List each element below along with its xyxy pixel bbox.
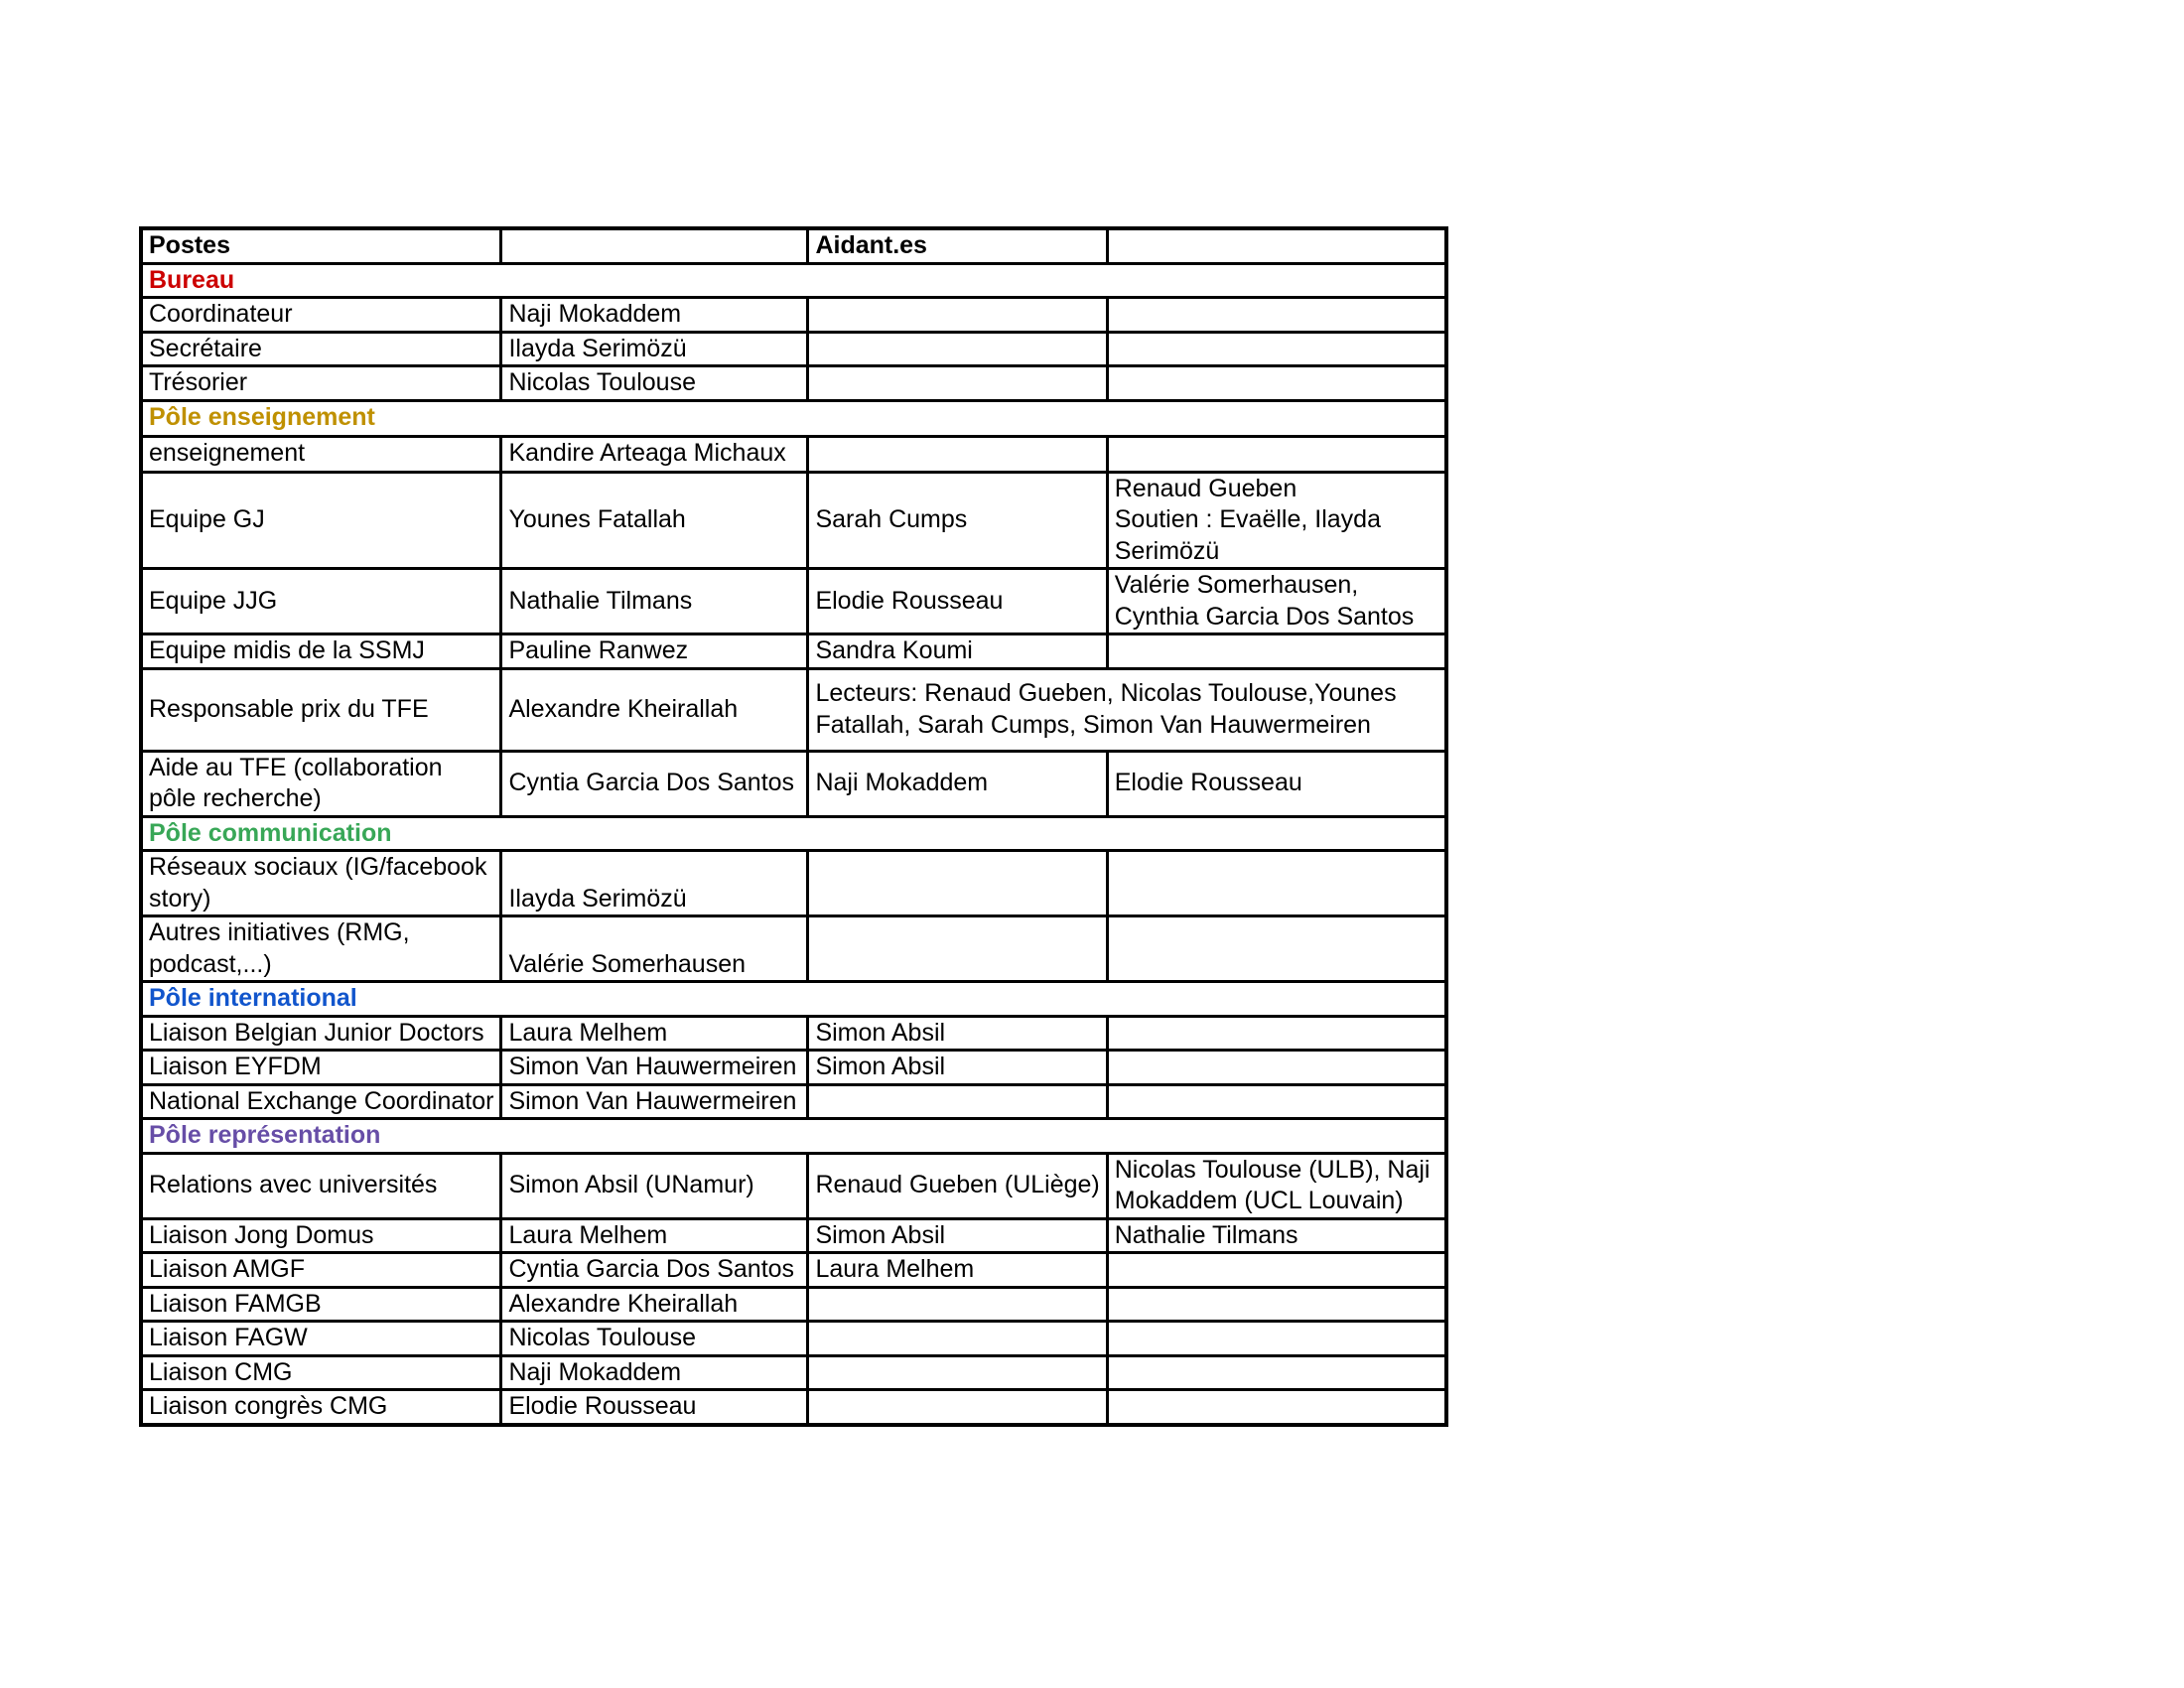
responsable-cell: Valérie Somerhausen — [501, 916, 808, 982]
poste-cell: Réseaux sociaux (IG/facebook story) — [141, 851, 501, 916]
aidant-2-cell — [1107, 1322, 1446, 1356]
aidant-cell — [808, 916, 1107, 982]
poste-cell: Responsable prix du TFE — [141, 668, 501, 751]
poste-cell: Secrétaire — [141, 332, 501, 366]
aidant-cell — [808, 1390, 1107, 1425]
poste-cell: Liaison FAGW — [141, 1322, 501, 1356]
poste-cell: enseignement — [141, 436, 501, 472]
responsable-cell: Kandire Arteaga Michaux — [501, 436, 808, 472]
poste-cell: Relations avec universités — [141, 1153, 501, 1218]
section-title-communication: Pôle communication — [141, 816, 1446, 851]
poste-cell: Liaison EYFDM — [141, 1051, 501, 1085]
poste-cell: Aide au TFE (collaboration pôle recherche) — [141, 751, 501, 816]
table-row — [141, 1016, 1446, 1051]
header-postes: Postes — [141, 228, 501, 263]
header-cell-2 — [501, 228, 808, 263]
aidant-2-cell — [1107, 851, 1446, 916]
aidant-cell — [808, 851, 1107, 916]
aidant-cell: Renaud Gueben (ULiège) — [808, 1153, 1107, 1218]
section-row-international — [141, 982, 1446, 1017]
aidant-2-cell — [1107, 1253, 1446, 1288]
aidant-2-cell — [1107, 366, 1446, 401]
table-row — [141, 366, 1446, 401]
table-row — [141, 1051, 1446, 1085]
responsable-cell: Nathalie Tilmans — [501, 569, 808, 634]
responsable-cell: Simon Absil (UNamur) — [501, 1153, 808, 1218]
aidant-cell — [808, 366, 1107, 401]
poste-cell: Liaison Belgian Junior Doctors — [141, 1016, 501, 1051]
poste-cell: National Exchange Coordinator — [141, 1084, 501, 1119]
responsable-cell: Laura Melhem — [501, 1218, 808, 1253]
table-row — [141, 1322, 1446, 1356]
table-row — [141, 1218, 1446, 1253]
section-row-bureau — [141, 263, 1446, 298]
section-title-international: Pôle international — [141, 982, 1446, 1017]
section-title-bureau: Bureau — [141, 263, 1446, 298]
poste-cell: Liaison Jong Domus — [141, 1218, 501, 1253]
aidant-cell — [808, 1355, 1107, 1390]
aidant-2-cell — [1107, 1355, 1446, 1390]
aidant-cell: Sandra Koumi — [808, 634, 1107, 669]
table-row — [141, 1253, 1446, 1288]
aidant-2-cell — [1107, 1287, 1446, 1322]
table-row — [141, 1355, 1446, 1390]
poste-cell: Trésorier — [141, 366, 501, 401]
aidant-cell — [808, 1084, 1107, 1119]
poste-cell: Equipe midis de la SSMJ — [141, 634, 501, 669]
aidant-2-cell: Nathalie Tilmans — [1107, 1218, 1446, 1253]
section-row-enseignement — [141, 400, 1446, 436]
aidant-cell: Simon Absil — [808, 1051, 1107, 1085]
responsable-cell: Naji Mokaddem — [501, 298, 808, 333]
responsable-cell: Ilayda Serimözü — [501, 851, 808, 916]
aidant-cell: Simon Absil — [808, 1016, 1107, 1051]
table-row — [141, 1153, 1446, 1218]
responsable-cell: Laura Melhem — [501, 1016, 808, 1051]
aidant-2-cell — [1107, 1390, 1446, 1425]
poste-cell: Liaison congrès CMG — [141, 1390, 501, 1425]
section-title-representation: Pôle représentation — [141, 1119, 1446, 1154]
aidant-cell: Lecteurs: Renaud Gueben, Nicolas Toulouse,Younes Fatallah, Sarah Cumps, Simon Van Hauwermeiren — [808, 668, 1446, 751]
aidant-cell: Laura Melhem — [808, 1253, 1107, 1288]
section-title-enseignement: Pôle enseignement — [141, 400, 1446, 436]
aidant-cell: Sarah Cumps — [808, 472, 1107, 569]
aidant-cell: Elodie Rousseau — [808, 569, 1107, 634]
table-row — [141, 436, 1446, 472]
poste-cell: Liaison CMG — [141, 1355, 501, 1390]
responsable-cell: Cyntia Garcia Dos Santos — [501, 751, 808, 816]
table-row — [141, 668, 1446, 751]
responsable-cell: Ilayda Serimözü — [501, 332, 808, 366]
section-row-communication — [141, 816, 1446, 851]
header-aidants: Aidant.es — [808, 228, 1107, 263]
aidant-2-cell — [1107, 332, 1446, 366]
aidant-cell — [808, 332, 1107, 366]
responsable-cell: Alexandre Kheirallah — [501, 1287, 808, 1322]
table-row — [141, 1390, 1446, 1425]
aidant-2-cell: Elodie Rousseau — [1107, 751, 1446, 816]
aidant-2-cell — [1107, 916, 1446, 982]
table-row — [141, 634, 1446, 669]
table-row — [141, 569, 1446, 634]
table-row — [141, 332, 1446, 366]
responsable-cell: Alexandre Kheirallah — [501, 668, 808, 751]
aidant-cell: Simon Absil — [808, 1218, 1107, 1253]
responsable-cell: Naji Mokaddem — [501, 1355, 808, 1390]
roles-table — [139, 226, 1448, 1427]
aidant-2-cell — [1107, 1084, 1446, 1119]
responsable-cell: Simon Van Hauwermeiren — [501, 1051, 808, 1085]
section-row-representation — [141, 1119, 1446, 1154]
table-row — [141, 1287, 1446, 1322]
poste-cell: Liaison AMGF — [141, 1253, 501, 1288]
table-row — [141, 851, 1446, 916]
aidant-2-cell — [1107, 1051, 1446, 1085]
aidant-2-cell: Nicolas Toulouse (ULB), Naji Mokaddem (UCL Louvain) — [1107, 1153, 1446, 1218]
responsable-cell: Elodie Rousseau — [501, 1390, 808, 1425]
poste-cell: Coordinateur — [141, 298, 501, 333]
aidant-cell: Naji Mokaddem — [808, 751, 1107, 816]
aidant-cell — [808, 1322, 1107, 1356]
responsable-cell: Cyntia Garcia Dos Santos — [501, 1253, 808, 1288]
table-row — [141, 1084, 1446, 1119]
aidant-2-cell — [1107, 1016, 1446, 1051]
responsable-cell: Nicolas Toulouse — [501, 1322, 808, 1356]
aidant-2-cell — [1107, 436, 1446, 472]
poste-cell: Liaison FAMGB — [141, 1287, 501, 1322]
responsable-cell: Pauline Ranwez — [501, 634, 808, 669]
aidant-2-cell: Valérie Somerhausen, Cynthia Garcia Dos Santos — [1107, 569, 1446, 634]
aidant-cell — [808, 1287, 1107, 1322]
responsable-cell: Nicolas Toulouse — [501, 366, 808, 401]
table-row — [141, 472, 1446, 569]
poste-cell: Equipe JJG — [141, 569, 501, 634]
table-row — [141, 298, 1446, 333]
header-cell-4 — [1107, 228, 1446, 263]
aidant-cell — [808, 298, 1107, 333]
aidant-2-cell — [1107, 298, 1446, 333]
poste-cell: Equipe GJ — [141, 472, 501, 569]
header-row — [141, 228, 1446, 263]
aidant-cell — [808, 436, 1107, 472]
aidant-2-cell — [1107, 634, 1446, 669]
table-row — [141, 916, 1446, 982]
aidant-2-cell: Renaud Gueben Soutien : Evaëlle, Ilayda Serimözü — [1107, 472, 1446, 569]
responsable-cell: Younes Fatallah — [501, 472, 808, 569]
table-row — [141, 751, 1446, 816]
responsable-cell: Simon Van Hauwermeiren — [501, 1084, 808, 1119]
poste-cell: Autres initiatives (RMG, podcast,...) — [141, 916, 501, 982]
